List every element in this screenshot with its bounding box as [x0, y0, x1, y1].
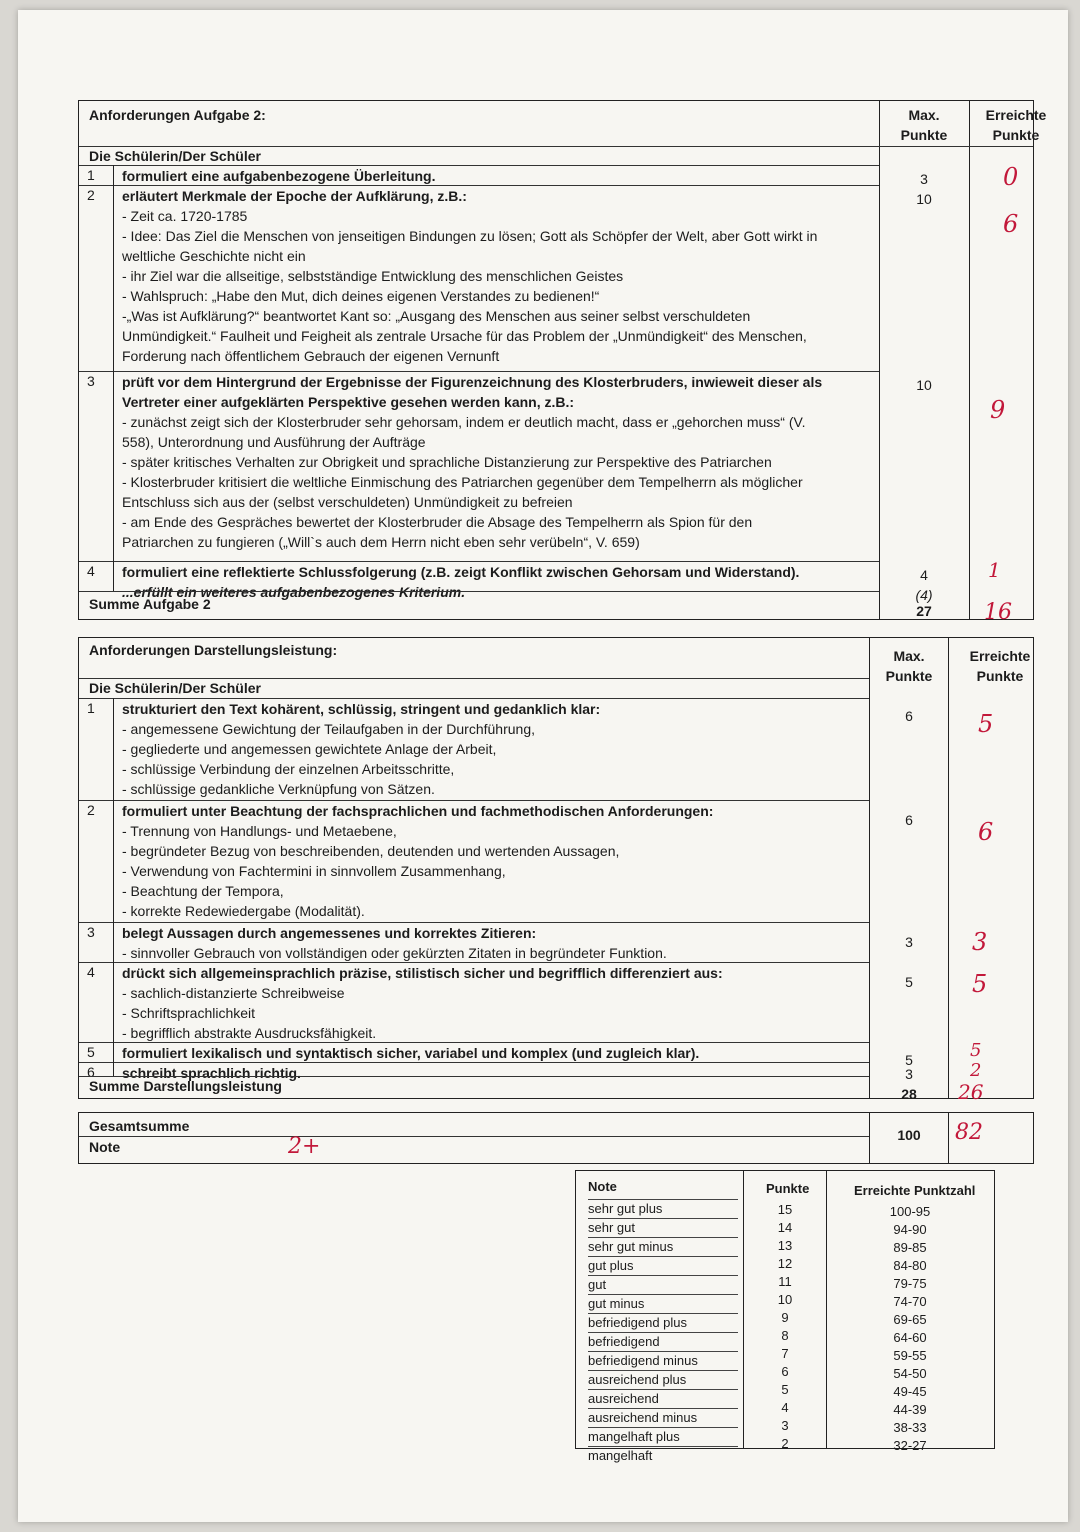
- grade-note: befriedigend plus: [588, 1313, 738, 1332]
- presentation-item-number: 6: [87, 1064, 95, 1080]
- hand-grade: 2+: [288, 1134, 321, 1159]
- hand-score-t2-4: 1: [988, 558, 1001, 582]
- task2-got-header-2: Punkte: [992, 127, 1040, 143]
- task2-item-number: 1: [87, 167, 95, 183]
- presentation-item-line: - schlüssige Verbindung der einzelnen Arbeitsschritte,: [122, 761, 455, 777]
- task2-item-criteria: [122, 372, 862, 552]
- task2-item-line: - ihr Ziel war die allseitige, selbstständige Entwicklung des menschlichen Geistes: [122, 268, 624, 284]
- total-max: 100: [897, 1127, 921, 1143]
- grade-range: 74-70: [893, 1294, 927, 1309]
- task2-item-line: - Wahlspruch: „Habe den Mut, dich deines eigenen Verstandes zu bedienen!“: [122, 288, 600, 304]
- grade-range: 69-65: [893, 1312, 927, 1327]
- presentation-item-line: - Schriftsprachlichkeit: [122, 1005, 256, 1021]
- task2-item-line: - Klosterbruder kritisiert die weltliche Einmischung des Patriarchen gegenüber dem Tempelherrn als möglicher: [122, 474, 803, 490]
- presentation-item-line: formuliert unter Beachtung der fachsprachlichen und fachmethodischen Anforderungen:: [122, 803, 714, 819]
- grade-points: 7: [781, 1346, 789, 1361]
- task2-number-divider: [113, 185, 114, 371]
- grade-note: befriedigend: [588, 1332, 738, 1351]
- task2-item-number: 2: [87, 187, 95, 203]
- grade-range: 89-85: [893, 1240, 927, 1255]
- task2-number-divider: [113, 371, 114, 561]
- presentation-table: [78, 637, 1034, 1102]
- presentation-item-number: 2: [87, 802, 95, 818]
- task2-item-criteria: [122, 186, 862, 366]
- task2-item-line: - zunächst zeigt sich der Klosterbruder sehr gehorsam, indem er deutlich macht, dass er „gehorchen muss“ (V.: [122, 414, 806, 430]
- presentation-item-line: schreibt sprachlich richtig.: [122, 1065, 301, 1081]
- task2-item-line: Forderung nach öffentlichem Gebrauch der eigenen Vernunft: [122, 348, 500, 364]
- grade-table: [575, 1170, 995, 1463]
- hand-score-t2-2: 6: [1003, 210, 1019, 238]
- grade-range: 44-39: [893, 1402, 927, 1417]
- total-label: Gesamtsumme: [89, 1118, 190, 1134]
- hand-score-t2-3: 9: [990, 396, 1006, 424]
- hand-score-p-2: 6: [978, 818, 994, 846]
- presentation-header: Anforderungen Darstellungsleistung:: [89, 642, 338, 658]
- grade-points: 4: [781, 1400, 789, 1415]
- presentation-item-line: - schlüssige gedankliche Verknüpfung von Sätzen.: [122, 781, 435, 797]
- task2-item-line: weltliche Geschichte nicht ein: [122, 248, 306, 264]
- grade-range: 94-90: [893, 1222, 927, 1237]
- presentation-item-line: - korrekte Redewiedergabe (Modalität).: [122, 903, 365, 919]
- presentation-sum-max: 28: [901, 1086, 917, 1102]
- grade-points: 11: [778, 1274, 792, 1289]
- presentation-number-divider: [113, 922, 114, 962]
- grade-note: sehr gut plus: [588, 1199, 738, 1218]
- task2-header: Anforderungen Aufgabe 2:: [89, 107, 266, 123]
- presentation-item-criteria: [122, 1043, 862, 1063]
- presentation-item-line: - sachlich-distanzierte Schreibweise: [122, 985, 345, 1001]
- presentation-item-line: belegt Aussagen durch angemessenes und korrektes Zitieren:: [122, 925, 537, 941]
- presentation-number-divider: [113, 1062, 114, 1076]
- presentation-number-divider: [113, 962, 114, 1042]
- grade-note: gut minus: [588, 1294, 738, 1313]
- presentation-max-header-2: Punkte: [885, 668, 933, 684]
- grade-note: gut plus: [588, 1256, 738, 1275]
- presentation-item-max: 3: [905, 934, 913, 950]
- task2-item-criteria: [122, 166, 862, 186]
- grade-note: sehr gut minus: [588, 1237, 738, 1256]
- presentation-item-number: 4: [87, 964, 95, 980]
- presentation-item-criteria: [122, 923, 862, 963]
- task2-item-max: 10: [916, 191, 932, 207]
- task2-item-max: 4: [920, 567, 928, 583]
- hand-score-p-3: 3: [972, 928, 988, 956]
- task2-item-line: - später kritisches Verhalten zur Obrigkeit und sprachliche Distanzierung zur Perspektive des Patriarchen: [122, 454, 772, 470]
- grade-range: 79-75: [893, 1276, 927, 1291]
- presentation-got-header-1: Erreichte: [969, 648, 1031, 664]
- grade-points: 9: [781, 1310, 789, 1325]
- grade-range: 84-80: [893, 1258, 927, 1273]
- task2-item-number: 3: [87, 373, 95, 389]
- presentation-number-divider: [113, 1042, 114, 1062]
- grade-range: 49-45: [893, 1384, 927, 1399]
- grade-points: 12: [777, 1256, 793, 1271]
- hand-score-total: 82: [955, 1120, 983, 1145]
- note-label: Note: [89, 1139, 121, 1155]
- presentation-item-line: - sinnvoller Gebrauch von vollständigen oder gekürzten Zitaten in begründeter Funktion.: [122, 945, 667, 961]
- task2-item-max: 3: [920, 171, 928, 187]
- grade-range: 100-95: [889, 1204, 931, 1219]
- task2-table: [78, 100, 1047, 620]
- grade-points: 10: [777, 1292, 793, 1307]
- task2-item-criteria: [122, 562, 862, 602]
- grade-header-range: Erreichte Punktzahl: [854, 1183, 976, 1198]
- presentation-item-max: 5: [905, 974, 913, 990]
- task2-item-line: ...erfüllt ein weiteres aufgabenbezogenes Kriterium.: [122, 584, 466, 600]
- presentation-item-line: strukturiert den Text kohärent, schlüssig, stringent und gedanklich klar:: [122, 701, 601, 717]
- presentation-item-line: - angemessene Gewichtung der Teilaufgaben in der Durchführung,: [122, 721, 535, 737]
- presentation-item-line: drückt sich allgemeinsprachlich präzise, stilistisch sicher und begrifflich differenziert aus:: [122, 965, 723, 981]
- presentation-sum-label: Summe Darstellungsleistung: [89, 1078, 282, 1094]
- grade-range: 64-60: [893, 1330, 927, 1345]
- hand-score-p-4: 5: [972, 970, 988, 998]
- presentation-item-line: formuliert lexikalisch und syntaktisch sicher, variabel und komplex (und zugleich klar).: [122, 1045, 700, 1061]
- presentation-item-max: 6: [905, 708, 913, 724]
- grade-note: ausreichend plus: [588, 1370, 738, 1389]
- grade-range: 38-33: [893, 1420, 927, 1435]
- presentation-item-number: 1: [87, 700, 95, 716]
- task2-item-max: 10: [916, 377, 932, 393]
- hand-score-p-6: 2: [970, 1060, 982, 1081]
- grade-range: 59-55: [893, 1348, 927, 1363]
- task2-max-header-2: Punkte: [900, 127, 948, 143]
- presentation-item-max: 5: [905, 1052, 913, 1068]
- presentation-item-max: 6: [905, 812, 913, 828]
- task2-item-line: 558), Unterordnung und Ausführung der Aufträge: [122, 434, 426, 450]
- presentation-item-line: - Verwendung von Fachtermini in sinnvollem Zusammenhang,: [122, 863, 506, 879]
- task2-number-divider: [113, 561, 114, 591]
- task2-item-line: Vertreter einer aufgeklärten Perspektive gesehen werden kann, z.B.:: [122, 394, 575, 410]
- presentation-number-divider: [113, 698, 114, 800]
- presentation-item-line: - Trennung von Handlungs- und Metaebene,: [122, 823, 397, 839]
- task2-item-line: Unmündigkeit.“ Faulheit und Feigheit als zentrale Ursache für das Problem der „Unmündigkeit“ des Menschen,: [122, 328, 807, 344]
- task2-item-line: formuliert eine aufgabenbezogene Überleitung.: [122, 168, 436, 184]
- task2-item-number: 4: [87, 563, 95, 579]
- total-table: [78, 1112, 1034, 1164]
- grade-points: 6: [781, 1364, 789, 1379]
- grade-range: 54-50: [893, 1366, 927, 1381]
- hand-score-t2-1: 0: [1003, 163, 1019, 191]
- task2-item-max-extra: (4): [915, 587, 933, 603]
- task2-item-line: Entschluss sich aus der (selbst verschuldeten) Unmündigkeit zu befreien: [122, 494, 573, 510]
- task2-number-divider: [113, 165, 114, 185]
- grade-points: 2: [781, 1436, 789, 1451]
- task2-sum-label: Summe Aufgabe 2: [89, 596, 211, 612]
- task2-item-line: -„Was ist Aufklärung?“ beantwortet Kant so: „Ausgang des Menschen aus seiner selbst verschuldeten: [122, 308, 751, 324]
- task2-sum-max: 27: [916, 603, 932, 619]
- task2-item-line: Patriarchen zu fungieren („Will`s auch dem Herrn nicht eben sehr verübeln“, V. 659): [122, 534, 640, 550]
- presentation-item-criteria: [122, 801, 862, 921]
- grade-points: 15: [777, 1202, 793, 1217]
- task2-item-line: - am Ende des Gespräches bewertet der Klosterbruder die Absage des Tempelherrn als Spion für den: [122, 514, 753, 530]
- task2-item-line: prüft vor dem Hintergrund der Ergebnisse der Figurenzeichnung des Klosterbruders, inwieweit dieser als: [122, 374, 823, 390]
- task2-item-line: - Zeit ca. 1720-1785: [122, 208, 248, 224]
- grade-note: sehr gut: [588, 1218, 738, 1237]
- presentation-number-divider: [113, 800, 114, 922]
- presentation-item-criteria: [122, 963, 862, 1043]
- task2-item-line: - Idee: Das Ziel die Menschen von jenseitigen Bindungen zu lösen; Gott als Schöpfer der Welt, aber Gott wirkt in: [122, 228, 818, 244]
- hand-score-p-5: 5: [970, 1040, 982, 1061]
- presentation-item-max: 3: [905, 1066, 913, 1082]
- grade-note: befriedigend minus: [588, 1351, 738, 1370]
- grade-points: 5: [781, 1382, 789, 1397]
- task2-max-header-1: Max.: [908, 107, 940, 123]
- grade-note: mangelhaft plus: [588, 1427, 738, 1446]
- presentation-item-line: - Beachtung der Tempora,: [122, 883, 284, 899]
- presentation-item-number: 5: [87, 1044, 95, 1060]
- presentation-item-line: - begrifflich abstrakte Ausdrucksfähigkeit.: [122, 1025, 377, 1041]
- presentation-student-label: Die Schülerin/Der Schüler: [89, 680, 261, 696]
- hand-score-t2-sum: 16: [984, 600, 1012, 625]
- grade-note: ausreichend minus: [588, 1408, 738, 1427]
- grade-header-points: Punkte: [766, 1181, 810, 1196]
- grade-header-note: Note: [588, 1179, 617, 1194]
- grade-points: 8: [781, 1328, 789, 1343]
- task2-student-label: Die Schülerin/Der Schüler: [89, 148, 261, 164]
- presentation-item-criteria: [122, 699, 862, 799]
- grade-range: 32-27: [893, 1438, 927, 1453]
- presentation-max-header-1: Max.: [893, 648, 925, 664]
- presentation-item-number: 3: [87, 924, 95, 940]
- hand-score-p-1: 5: [978, 710, 994, 738]
- grade-points: 13: [777, 1238, 793, 1253]
- presentation-got-header-2: Punkte: [976, 668, 1024, 684]
- grade-note: mangelhaft: [588, 1446, 738, 1465]
- grade-points: 14: [777, 1220, 793, 1235]
- presentation-item-line: - gegliederte und angemessen gewichtete Anlage der Arbeit,: [122, 741, 497, 757]
- presentation-item-line: - begründeter Bezug von beschreibenden, deutenden und wertenden Aussagen,: [122, 843, 620, 859]
- hand-score-p-sum: 26: [958, 1080, 984, 1104]
- grade-points: 3: [781, 1418, 789, 1433]
- grade-note: gut: [588, 1275, 738, 1294]
- grade-note: ausreichend: [588, 1389, 738, 1408]
- task2-item-line: erläutert Merkmale der Epoche der Aufklärung, z.B.:: [122, 188, 467, 204]
- task2-got-header-1: Erreichte: [985, 107, 1047, 123]
- task2-item-line: formuliert eine reflektierte Schlussfolgerung (z.B. zeigt Konflikt zwischen Gehorsam und Widerstand).: [122, 564, 800, 580]
